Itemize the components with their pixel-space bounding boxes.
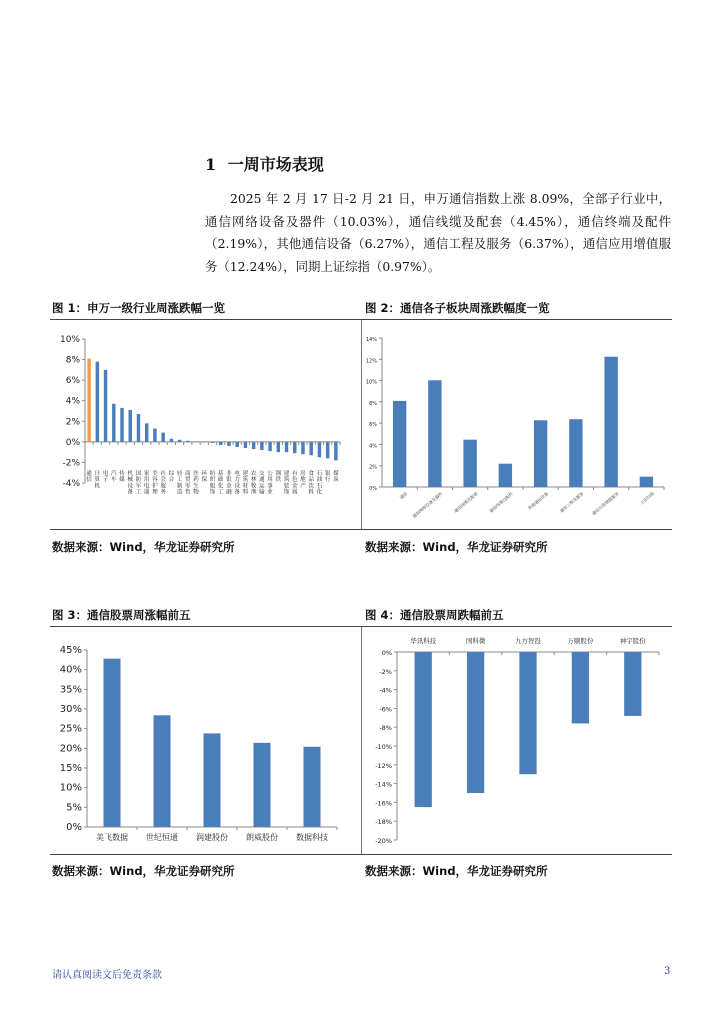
bar-29 (318, 442, 321, 457)
x-category-char: 础 (217, 477, 224, 484)
x-category-char: 环 (201, 471, 208, 477)
y-tick-label: 6% (65, 376, 80, 387)
x-category-char: 务 (160, 489, 166, 496)
y-tick-label: -14% (375, 780, 392, 789)
x-category-label (177, 469, 183, 496)
y-tick-label: 30% (59, 704, 82, 715)
bar-3 (204, 733, 221, 827)
x-category-char: 信 (86, 477, 92, 484)
x-category-char: 医 (193, 471, 199, 477)
paragraph-text: 2025 年 2 月 17 日-2 月 21 日，申万通信指数上涨 8.09%，全部子行业中，通信网络设备及器件（10.03%），通信线缆及配套（4.45%），通信终端及配件（2.19%），其他通信设备（6.27%），通信工程及服务（6.37%），通信应用增值服务（12.24%），同期上证综指（0.97%）。 (205, 191, 671, 274)
bar-4 (254, 743, 271, 827)
bar-4 (572, 652, 589, 723)
figure-3-title: 图 3：通信股票周涨幅前五 (52, 608, 191, 622)
x-category-char: 饰 (283, 489, 290, 496)
x-category-char: 建 (283, 471, 290, 477)
bar-18 (227, 442, 230, 446)
x-category-char: 合 (168, 477, 175, 484)
bar-2 (154, 715, 171, 827)
figure-4-title: 图 4：通信股票周跌幅前五 (365, 608, 504, 622)
x-category-char: 汽 (110, 471, 117, 477)
x-category-char: 铁 (275, 477, 282, 484)
bar-2 (428, 380, 441, 487)
x-category-label: 通信应用增值服务 (590, 490, 620, 517)
bar-19 (235, 442, 238, 447)
bar-3 (463, 440, 476, 487)
y-tick-label: -4% (379, 686, 392, 695)
x-category-label (226, 469, 232, 496)
bar-8 (145, 423, 148, 442)
x-category-char: 饰 (209, 489, 216, 496)
x-category-char: 售 (185, 489, 191, 496)
x-category-char: 油 (316, 477, 323, 484)
x-category-label: 数据科技 (296, 833, 328, 842)
x-category-label: 通信网络设备及器件 (411, 490, 444, 520)
y-tick-label: 35% (59, 684, 82, 696)
bar-28 (309, 442, 312, 455)
x-category-char: 造 (176, 489, 183, 496)
x-category-char: 保 (201, 477, 208, 484)
figure-row-1-divider (361, 320, 362, 529)
x-category-char: 护 (152, 483, 158, 490)
x-category-char: 交 (259, 471, 265, 477)
market-summary-paragraph (205, 188, 671, 278)
x-category-char: 化 (217, 483, 224, 490)
x-category-label: 世纪恒通 (146, 833, 178, 842)
x-category-label: 通信终端及配件 (488, 490, 515, 514)
bar-26 (293, 442, 296, 453)
x-category-label (284, 469, 290, 496)
x-category-char: 设 (127, 483, 134, 490)
x-category-char: 农 (250, 471, 257, 477)
section-heading (205, 152, 324, 175)
x-category-label: 美飞数据 (96, 833, 128, 842)
figure-2-source: 数据来源：Wind，华龙证券研究所 (365, 540, 548, 554)
y-tick-label: -2% (379, 667, 392, 676)
y-tick-label: 6% (369, 422, 377, 429)
bar-24 (277, 442, 280, 452)
x-category-label (103, 469, 109, 483)
x-category-char: 银 (324, 471, 331, 477)
x-category-label: 华讯科技 (410, 637, 437, 645)
x-category-char: 石 (316, 471, 323, 477)
x-category-char: 融 (226, 489, 232, 496)
x-category-char: 织 (209, 477, 216, 484)
y-tick-label: 25% (59, 723, 82, 735)
x-category-char: 工 (217, 489, 224, 496)
x-category-char: 轻 (176, 471, 183, 477)
bar-5 (534, 420, 547, 487)
bar-14 (194, 441, 197, 442)
x-category-char: 炭 (333, 477, 339, 484)
x-category-char: 服 (160, 483, 166, 490)
y-tick-label: -2% (62, 458, 80, 469)
x-category-label (119, 469, 125, 483)
x-category-char: 社 (160, 471, 166, 477)
x-category-char: 备 (234, 489, 240, 496)
x-category-char: 电 (143, 483, 150, 490)
y-tick-label: 40% (59, 664, 82, 676)
figure-3-source: 数据来源：Wind，华龙证券研究所 (52, 864, 235, 878)
x-category-char: 车 (110, 477, 117, 484)
x-category-label (144, 469, 150, 496)
bar-13 (186, 441, 189, 442)
x-category-char: 零 (185, 483, 191, 490)
x-category-label (86, 469, 92, 483)
x-category-label: 国科微 (465, 637, 486, 645)
x-category-label (210, 469, 216, 496)
bar-4 (499, 464, 512, 487)
bar-7 (604, 357, 617, 487)
x-category-char: 有 (291, 471, 298, 477)
bar-5 (624, 652, 641, 716)
x-category-label (136, 469, 142, 496)
x-category-label: 神宇股份 (619, 637, 646, 645)
section-number: 1 (205, 155, 217, 174)
chart-industry-weekly-change (52, 322, 357, 527)
section-title: 一周市场表现 (227, 155, 324, 174)
x-category-char: 色 (291, 477, 298, 484)
x-category-char: 银 (226, 477, 232, 484)
x-category-char: 力 (234, 477, 240, 484)
x-category-char: 地 (300, 477, 306, 484)
x-category-char: 食 (308, 471, 315, 477)
x-category-char: 属 (291, 489, 298, 496)
x-category-label: 朗威股份 (246, 833, 278, 842)
y-tick-label: 12% (365, 358, 377, 365)
x-category-label (218, 469, 224, 496)
bar-30 (326, 442, 329, 458)
x-category-label: 通信线缆及配套 (453, 490, 479, 514)
x-category-char: 计 (94, 471, 101, 477)
x-category-char: 筑 (283, 477, 290, 484)
x-category-label: 其他通信设备 (526, 490, 550, 511)
bar-2 (96, 362, 99, 442)
y-tick-label: 0% (381, 649, 392, 657)
bar-6 (129, 410, 132, 442)
bar-9 (153, 428, 156, 441)
bar-3 (104, 370, 107, 442)
x-category-char: 电 (234, 471, 240, 477)
y-tick-label: 4% (369, 443, 377, 450)
x-category-label: 润建股份 (196, 833, 228, 842)
x-category-char: 物 (193, 489, 199, 496)
y-tick-label: 10% (59, 782, 82, 794)
x-category-label (317, 470, 323, 496)
bar-22 (260, 442, 263, 450)
bar-5 (120, 408, 123, 442)
x-category-char: 料 (242, 489, 249, 496)
y-tick-label: -10% (375, 743, 392, 751)
x-category-label (234, 469, 240, 496)
x-category-label (201, 469, 207, 483)
x-category-char: 械 (127, 477, 134, 484)
y-tick-label: -12% (375, 761, 392, 770)
x-category-label (152, 469, 158, 496)
x-category-char: 备 (127, 489, 134, 496)
x-category-char: 基 (217, 471, 224, 477)
y-tick-label: 2% (369, 464, 377, 471)
x-category-char: 服 (209, 483, 216, 490)
x-category-char: 贸 (185, 477, 191, 484)
figure-4-source: 数据来源：Wind，华龙证券研究所 (365, 864, 548, 878)
y-tick-label: -6% (379, 705, 392, 714)
bar-1 (87, 359, 90, 442)
y-tick-label: 0% (65, 437, 80, 448)
x-category-char: 钢 (275, 471, 282, 477)
x-category-label (251, 469, 257, 496)
x-category-char: 饮 (308, 483, 315, 490)
y-tick-label: 14% (365, 337, 377, 343)
chart-telecom-subsector-change (364, 322, 672, 527)
x-category-char: 非 (226, 471, 232, 477)
chart-top5-losers (364, 630, 672, 850)
bar-11 (170, 439, 173, 442)
x-category-char: 公 (267, 471, 273, 477)
x-category-char: 装 (283, 483, 290, 490)
x-category-char: 建 (242, 471, 249, 477)
x-category-label (193, 469, 199, 496)
x-category-char: 石 (316, 483, 323, 490)
x-category-char: 设 (234, 483, 240, 490)
x-category-char: 用 (143, 477, 150, 484)
x-category-char: 器 (143, 489, 150, 496)
x-category-char: 国 (135, 471, 142, 477)
bar-15 (203, 442, 206, 443)
x-category-char: 子 (102, 477, 109, 484)
bar-10 (161, 433, 164, 442)
x-category-char: 金 (226, 483, 232, 490)
bar-1 (415, 652, 432, 807)
x-category-char: 商 (185, 471, 191, 477)
y-tick-label: 0% (66, 822, 82, 833)
figure-row-2-divider (361, 627, 362, 854)
bar-7 (137, 414, 140, 442)
x-category-char: 生 (193, 483, 199, 490)
figure-row-2-bottom-rule (50, 854, 672, 855)
figure-1-source: 数据来源：Wind，华龙证券研究所 (52, 540, 235, 554)
bar-8 (640, 477, 653, 487)
bar-1 (393, 401, 406, 487)
bar-27 (301, 442, 304, 454)
x-category-label: 通信 (398, 490, 409, 501)
x-category-label (169, 469, 175, 483)
y-tick-label: 10% (365, 379, 377, 386)
x-category-char: 化 (316, 489, 323, 496)
y-tick-label: -8% (379, 724, 392, 733)
x-category-char: 通 (86, 471, 92, 477)
x-category-char: 传 (119, 471, 125, 477)
x-category-char: 用 (267, 477, 273, 484)
x-category-char: 房 (300, 471, 306, 477)
chart-top5-gainers (52, 630, 357, 850)
y-tick-label: 2% (65, 417, 80, 428)
x-category-label (308, 469, 314, 496)
x-category-char: 料 (308, 489, 315, 496)
x-category-char: 药 (193, 477, 199, 484)
x-category-label: 九方智投 (515, 637, 541, 645)
x-category-label (276, 469, 282, 483)
x-category-char: 业 (267, 489, 273, 496)
x-category-label: 通信工程及服务 (558, 490, 585, 514)
x-category-label (267, 471, 273, 496)
x-category-char: 综 (168, 471, 175, 477)
x-category-label (325, 469, 331, 483)
bar-1 (104, 659, 121, 827)
bar-2 (467, 652, 484, 793)
x-category-char: 通 (259, 477, 265, 484)
x-category-char: 筑 (242, 477, 249, 484)
x-category-label (300, 469, 306, 489)
x-category-label: 万顺股份 (567, 637, 594, 645)
y-tick-label: -18% (375, 818, 392, 827)
x-category-char: 材 (242, 483, 249, 490)
y-tick-label: 8% (65, 355, 80, 366)
x-category-label (111, 469, 117, 483)
x-category-char: 煤 (333, 471, 339, 477)
bar-25 (285, 442, 288, 452)
x-category-char: 牧 (250, 483, 257, 490)
y-tick-label: -4% (62, 479, 80, 489)
x-category-char: 金 (291, 483, 298, 490)
x-category-char: 行 (324, 477, 331, 484)
y-tick-label: 10% (59, 335, 80, 345)
x-category-char: 机 (94, 483, 101, 490)
x-category-char: 会 (160, 477, 166, 484)
x-category-char: 品 (308, 477, 315, 484)
x-category-char: 制 (176, 483, 183, 490)
x-category-char: 容 (152, 477, 158, 484)
y-tick-label: 15% (59, 763, 82, 774)
x-category-label (243, 469, 249, 496)
y-tick-label: 0% (369, 486, 377, 492)
x-category-label (127, 469, 133, 496)
figure-2-title: 图 2：通信各子板块周涨跌幅度一览 (365, 301, 550, 315)
bar-17 (219, 442, 222, 445)
bar-20 (244, 442, 247, 448)
x-category-char: 工 (135, 489, 142, 496)
x-category-char: 美 (152, 471, 158, 477)
x-category-char: 家 (143, 471, 150, 477)
x-category-char: 林 (250, 477, 257, 484)
figure-row-1-bottom-rule (50, 529, 672, 530)
x-category-label (292, 469, 298, 496)
x-category-char: 运 (259, 483, 265, 490)
x-category-char: 算 (94, 477, 101, 484)
x-category-char: 防 (135, 477, 142, 484)
y-tick-label: -20% (375, 837, 392, 845)
footer-disclaimer: 请认真阅读文后免责条款 (52, 970, 162, 981)
x-category-char: 输 (259, 489, 265, 496)
x-category-char: 电 (102, 471, 109, 477)
x-category-char: 事 (267, 483, 273, 490)
x-category-char: 纺 (209, 471, 216, 477)
bar-12 (178, 440, 181, 442)
bar-23 (268, 442, 271, 451)
x-category-char: 理 (152, 489, 158, 496)
x-category-label (259, 469, 265, 496)
x-category-char: 产 (300, 483, 306, 490)
x-category-label (185, 469, 191, 496)
bar-16 (211, 442, 214, 443)
x-category-label: 上证综指 (638, 490, 656, 506)
x-category-char: 工 (176, 477, 183, 484)
y-tick-label: 5% (66, 802, 82, 814)
x-category-char: 军 (135, 483, 142, 490)
bar-6 (569, 419, 582, 487)
y-tick-label: 20% (59, 743, 82, 755)
bar-4 (112, 404, 115, 442)
x-category-label (160, 469, 166, 496)
y-tick-label: 4% (65, 396, 80, 407)
x-category-char: 媒 (119, 477, 125, 484)
figure-1-title: 图 1：申万一级行业周涨跌幅一览 (52, 301, 226, 315)
x-category-char: 机 (127, 471, 134, 477)
page-number: 3 (664, 966, 671, 977)
y-tick-label: -16% (375, 799, 392, 808)
x-category-label (333, 469, 339, 483)
y-tick-label: 45% (59, 645, 82, 656)
bar-31 (334, 442, 337, 461)
bar-3 (519, 652, 536, 774)
bar-21 (252, 442, 255, 449)
x-category-label (95, 469, 101, 489)
x-category-char: 渔 (250, 489, 257, 496)
y-tick-label: 8% (369, 400, 377, 407)
bar-5 (304, 747, 321, 827)
